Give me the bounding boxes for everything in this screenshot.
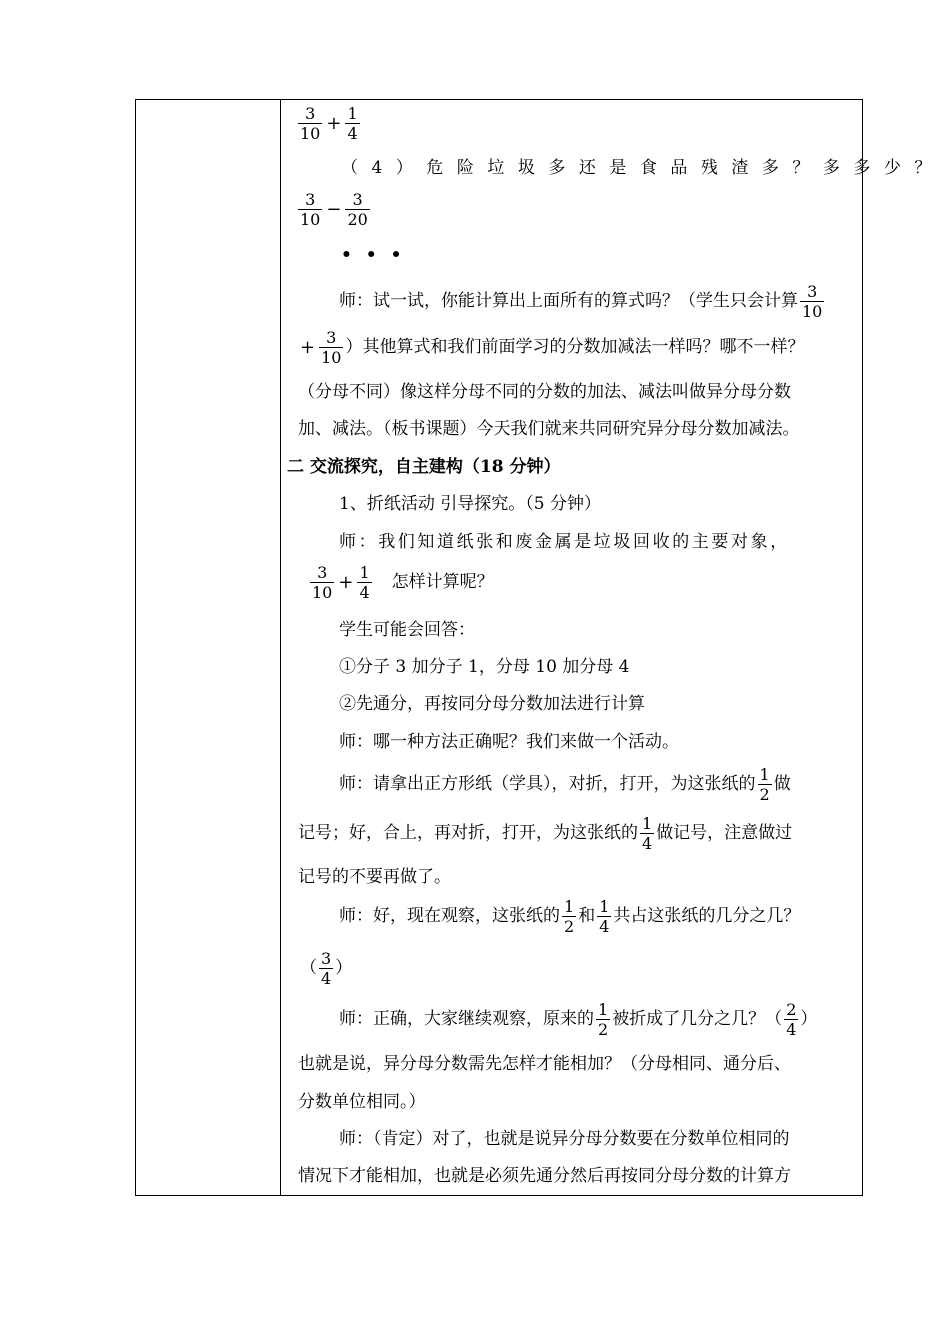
- fraction: $\frac{3}{10}$: [802, 282, 823, 321]
- paragraph-3: 师：哪一种方法正确呢？我们来做一个活动。: [339, 732, 679, 752]
- fraction: $\frac{1}{2}$: [598, 1000, 609, 1039]
- ellipsis: • • •: [341, 245, 406, 265]
- fraction: $\frac{3}{10}$: [312, 563, 333, 602]
- paragraph-1-line-4: 加、减法。（板书课题）今天我们就来共同研究异分母分数加减法。: [298, 419, 800, 439]
- fraction: $\frac{3}{4}$: [321, 949, 332, 988]
- paragraph-6-line-1: 师：正确，大家继续观察，原来的 $\frac{1}{2}$ 被折成了几分之几？（ $\frac{2}{4}$ ）: [339, 1000, 818, 1039]
- paragraph-1-line-3: （分母不同）像这样分母不同的分数的加法、减法叫做异分母分数: [298, 382, 791, 402]
- fraction: $\frac{3}{10}$: [321, 328, 342, 367]
- answer-1: ①分子 3 加分子 1，分母 10 加分母 4: [339, 657, 630, 677]
- paragraph-4-line-1: 师：请拿出正方形纸（学具），对折，打开，为这张纸的 $\frac{1}{2}$ 做: [339, 765, 791, 804]
- answer-2: ②先通分，再按同分母分数加法进行计算: [339, 694, 645, 714]
- paragraph-1-line-2: + $\frac{3}{10}$ ）其他算式和我们前面学习的分数加减法一样吗？哪不一样？: [300, 328, 805, 367]
- question-4: （4）危险垃圾多还是食品残渣多？多多少？: [341, 158, 945, 178]
- paragraph-5-line-1: 师：好，现在观察，这张纸的 $\frac{1}{2}$ 和 $\frac{1}{4}$ 共占这张纸的几分之几？: [339, 897, 801, 936]
- column-divider: [280, 100, 281, 1195]
- paragraph-6-line-3: 分数单位相同。）: [298, 1092, 426, 1112]
- paragraph-4-line-3: 记号的不要再做了。: [298, 867, 451, 887]
- paragraph-5-line-2: （ $\frac{3}{4}$ ）: [300, 949, 353, 988]
- expression-line-2: $\frac{3}{10}$ − $\frac{3}{20}$: [300, 190, 368, 229]
- paragraph-7-line-2: 情况下才能相加，也就是必须先通分然后再按同分母分数的计算方: [298, 1166, 791, 1186]
- paragraph-6-line-2: 也就是说，异分母分数需先怎样才能相加？（分母相同、通分后、: [298, 1054, 791, 1074]
- paragraph-1-line-1: 师：试一试，你能计算出上面所有的算式吗？（学生只会计算 $\frac{3}{10}$: [339, 282, 823, 321]
- activity-item-1: 1、折纸活动 引导探究。（5 分钟）: [339, 494, 601, 514]
- paragraph-2-line-2: $\frac{3}{10}$ + $\frac{1}{4}$ 怎样计算呢？: [312, 563, 494, 602]
- fraction: $\frac{1}{4}$: [642, 814, 653, 853]
- expression-line-1: $\frac{3}{10}$ + $\frac{1}{4}$: [300, 104, 358, 143]
- answer-intro: 学生可能会回答：: [339, 620, 475, 640]
- fraction: $\frac{3}{20}$: [347, 190, 368, 229]
- fraction: $\frac{1}{4}$: [359, 563, 370, 602]
- fraction: $\frac{3}{10}$: [300, 190, 321, 229]
- paragraph-7-line-1: 师：（肯定）对了，也就是说异分母分数要在分数单位相同的: [339, 1129, 790, 1149]
- paragraph-4-line-2: 记号；好，合上，再对折，打开，为这张纸的 $\frac{1}{4}$ 做记号，注意做过: [298, 814, 793, 853]
- section-heading: 二 交流探究，自主建构（18 分钟）: [287, 457, 561, 477]
- fraction: $\frac{1}{4}$: [599, 897, 610, 936]
- fraction: $\frac{1}{2}$: [564, 897, 575, 936]
- fraction: $\frac{2}{4}$: [786, 1000, 797, 1039]
- fraction: $\frac{1}{4}$: [347, 104, 358, 143]
- fraction: $\frac{1}{2}$: [759, 765, 770, 804]
- paragraph-2-line-1: 师：我们知道纸张和废金属是垃圾回收的主要对象，: [339, 532, 790, 552]
- fraction: $\frac{3}{10}$: [300, 104, 321, 143]
